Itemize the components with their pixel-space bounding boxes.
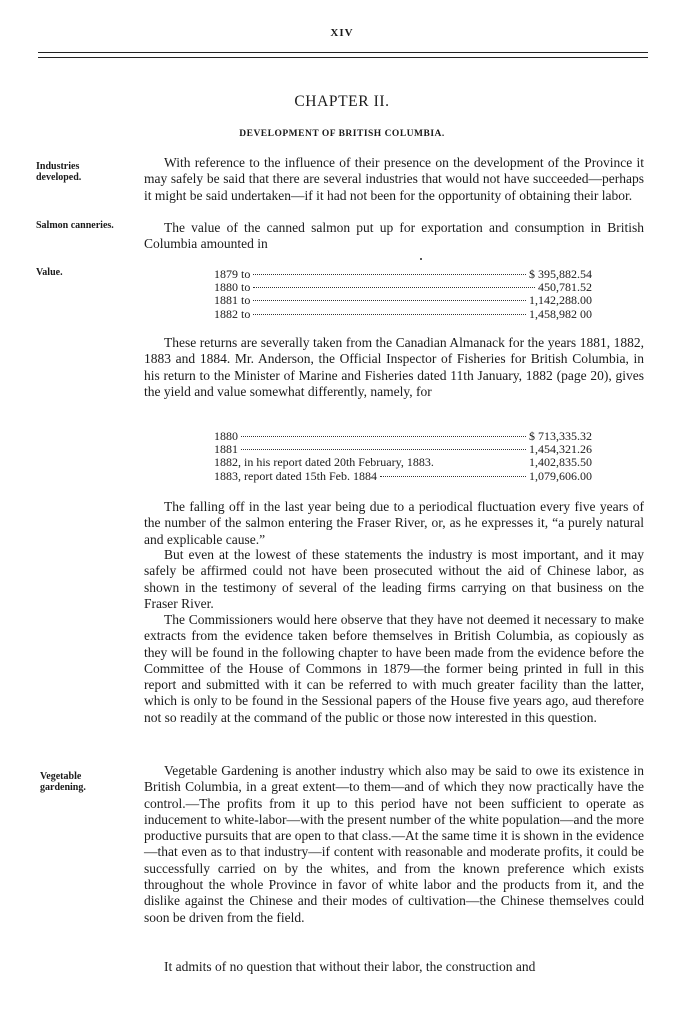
table-row <box>214 470 592 483</box>
row-label: 1881 <box>214 442 238 457</box>
margin-note-vegetable-gardening: Vegetable gardening. <box>40 771 86 793</box>
paragraph-industries: With reference to the influence of their presence on the development of the Province it may safely be said that there are several industries that would not have succeeded—perhaps it might be said undertaken—if it had not been for the opportunity of obtaining their labor. <box>144 155 644 203</box>
table-row <box>214 294 592 307</box>
margin-note-industries: Industries developed. <box>36 161 82 183</box>
row-amount: 1,458,982 00 <box>529 306 592 321</box>
paragraph-vegetable-gardening: Vegetable Gardening is another industry which also may be said to owe its existence in British Columbia, in a great extent—to them—and of which they now practically have the control.—The profits from it up to this period have not been sufficient to operate as inducement to white-labor—with the present number of the white population—and the more productive pursuits that are open to that class.—At the same time it is shown in the evidence—that even as to that industry—if content with reasonable and moderate profits, it could be successfully carried on by the whites, and from the known preference which exists throughout the whole Province in favor of white labor and the products from it, and the dislike against the Chinese and their modes of cultivation—the Chinese themselves could soon be driven from the field. <box>144 763 644 925</box>
table-row <box>214 456 592 469</box>
row-amount: 1,454,321.26 <box>529 442 592 457</box>
table-row <box>214 308 592 321</box>
row-label: 1880 <box>214 429 238 443</box>
stray-dot <box>420 258 422 260</box>
row-amount: 1,402,835.50 <box>529 455 592 470</box>
row-label: 1882 to <box>214 306 251 321</box>
chapter-subtitle: DEVELOPMENT OF BRITISH COLUMBIA. <box>239 129 445 139</box>
paragraph-salmon-value: The value of the canned salmon put up for exportation and consumption in British Columbia amounted in <box>144 220 644 252</box>
salmon-value-table-inspector <box>214 430 592 483</box>
row-label: 1879 to <box>214 267 251 281</box>
row-label: 1880 to <box>214 280 251 295</box>
paragraph-falling-off: The falling off in the last year being due to a periodical fluctuation every five years of the number of the salmon entering the Fraser River, or, as he expresses it, “a purely natural and explicable cause.” <box>144 499 644 547</box>
row-label: 1883, report dated 15th Feb. 1884 <box>214 468 377 483</box>
paragraph-returns: These returns are severally taken from the Canadian Almanack for the years 1881, 1882, 1883 and 1884. Mr. Anderson, the Official Inspector of Fisheries for British Columbia, in his return to the Minister of Marine and Fisheries dated 11th January, 1882 (page 20), gives the yield and value somewhat differently, namely, for <box>144 335 644 399</box>
chapter-title: CHAPTER II. <box>294 93 390 110</box>
header-rule-top <box>38 52 648 53</box>
row-amount: $ 713,335.32 <box>529 429 592 443</box>
row-amount: 1,079,606.00 <box>529 468 592 483</box>
row-amount: $ 395,882.54 <box>529 267 592 281</box>
salmon-value-table-almanack <box>214 268 592 321</box>
table-row <box>214 268 592 281</box>
margin-note-salmon-canneries: Salmon canneries. <box>36 220 114 231</box>
row-label: 1882, in his report dated 20th February, 1883. <box>214 455 434 470</box>
margin-note-value: Value. <box>36 267 63 278</box>
row-amount: 1,142,288.00 <box>529 293 592 308</box>
paragraph-commissioners: The Commissioners would here observe that they have not deemed it necessary to make extracts from the evidence taken before themselves in British Columbia, as copiously as they will be found in the following chapter to have been made from the evidence before the Committee of the House of Commons in 1879—the former being printed in full in this report and submitted with it can be referred to with much greater facility than the latter, which is only to be found in the Sessional papers of the House five years ago, aud therefore not so readily at the command of the public or those now interested in this question. <box>144 612 644 725</box>
page-number: XIV <box>330 27 354 39</box>
header-rule-bottom <box>38 57 648 58</box>
paragraph-construction: It admits of no question that without their labor, the construction and <box>164 959 536 974</box>
row-amount: 450,781.52 <box>538 280 592 295</box>
paragraph-chinese-labor: But even at the lowest of these statements the industry is most important, and it may safely be affirmed could not have been prosecuted without the aid of Chinese labor, as shown in the testimony of several of the leading firms carrying on that business on the Fraser River. <box>144 547 644 611</box>
row-label: 1881 to <box>214 293 251 308</box>
